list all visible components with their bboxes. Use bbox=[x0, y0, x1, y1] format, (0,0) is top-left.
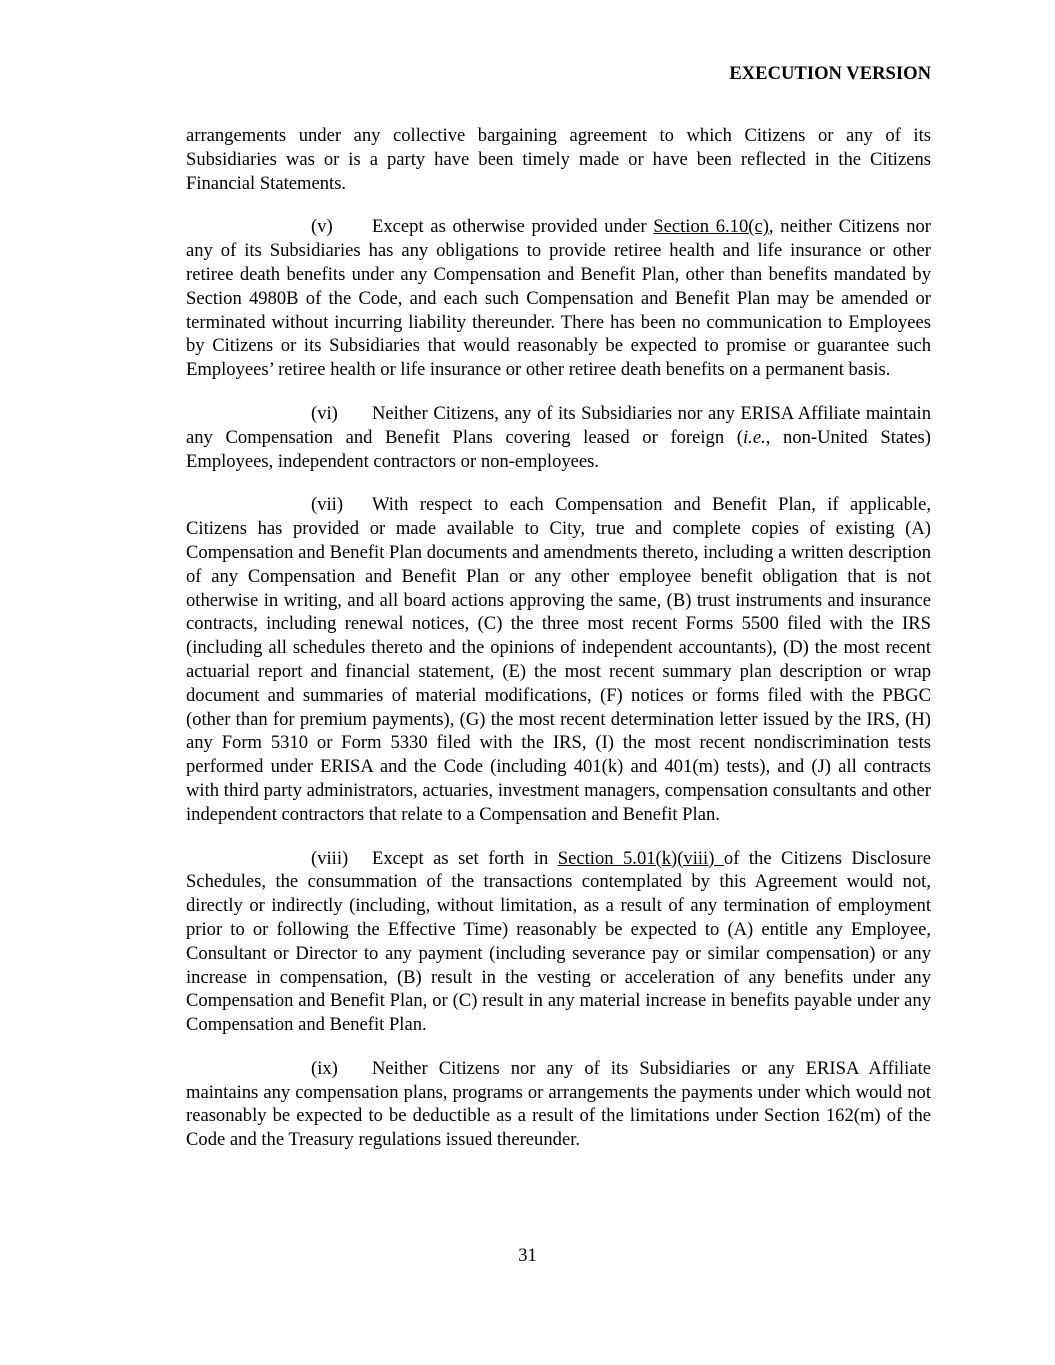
italic-term: i.e. bbox=[743, 426, 766, 448]
execution-version-header: EXECUTION VERSION bbox=[729, 63, 931, 84]
paragraph-viii bbox=[186, 847, 931, 1037]
paragraph-text: , non-United States) Employees, independent contractors or non-employees. bbox=[186, 426, 931, 472]
paragraph-text: Except as otherwise provided under bbox=[372, 216, 654, 238]
page-number: 31 bbox=[518, 1245, 537, 1266]
paragraph-number: (v) bbox=[311, 216, 333, 238]
paragraph-text: of the Citizens Disclosure Schedules, the consummation of the transactions contemplated by this Agreement would not, directly or indirectly (including, without limitation, as a result of any termination of employment prior to or following the Effective Time) reasonably be expected to (A) entitle any Employee, Consultant or Director to any payment (including severance pay or similar compensation) or any increase in compensation, (B) result in the vesting or acceleration of any benefits under any Compensation and Benefit Plan, or (C) result in any material increase in benefits payable under any Compensation and Benefit Plan. bbox=[186, 847, 931, 1036]
paragraph-number: (vi) bbox=[311, 402, 338, 424]
paragraph-text: Neither Citizens nor any of its Subsidiaries or any ERISA Affiliate maintains any compensation plans, programs or arrangements the payments under which would not reasonably be expected to be deductible as a result of the limitations under Section 162(m) of the Code and the Treasury regulations issued thereunder. bbox=[186, 1057, 931, 1151]
paragraph-vi bbox=[186, 402, 931, 473]
paragraph-number: (ix) bbox=[311, 1057, 338, 1079]
paragraph-text: , neither Citizens nor any of its Subsidiaries has any obligations to provide retiree health and life insurance or other retiree death benefits under any Compensation and Benefit Plan, other than benefits mandated by Section 4980B of the Code, and each such Compensation and Benefit Plan may be amended or terminated without incurring liability thereunder. There has been no communication to Employees by Citizens or its Subsidiaries that would reasonably be expected to promise or guarantee such Employees’ retiree health or life insurance or other retiree death benefits on a permanent basis. bbox=[186, 216, 931, 381]
paragraph-number: (viii) bbox=[311, 847, 349, 869]
paragraph-v bbox=[186, 215, 931, 382]
document-body bbox=[186, 124, 931, 1172]
paragraph-text: With respect to each Compensation and Benefit Plan, if applicable, Citizens has provided or made available to City, true and complete copies of existing (A) Compensation and Benefit Plan documents and amendments thereto, including a written description of any Compensation and Benefit Plan or any other employee benefit obligation that is not otherwise in writing, and all board actions approving the same, (B) trust instruments and insurance contracts, including renewal notices, (C) the three most recent Forms 5500 filed with the IRS (including all schedules thereto and the opinions of independent accountants), (D) the most recent actuarial report and financial statement, (E) the most recent summary plan description or wrap document and summaries of material modifications, (F) notices or forms filed with the PBGC (other than for premium payments), (G) the most recent determination letter issued by the IRS, (H) any Form 5310 or Form 5330 filed with the IRS, (I) the most recent nondiscrimination tests performed under ERISA and the Code (including 401(k) and 401(m) tests), and (J) all contracts with third party administrators, actuaries, investment managers, compensation consultants and other independent contractors that relate to a Compensation and Benefit Plan. bbox=[186, 494, 931, 825]
section-reference: Section 6.10(c) bbox=[653, 216, 769, 238]
paragraph-text: arrangements under any collective bargaining agreement to which Citizens or any of its Subsidiaries was or is a party have been timely made or have been reflected in the Citizens Financial Statements. bbox=[186, 125, 931, 194]
paragraph-continuation bbox=[186, 124, 931, 195]
paragraph-text: Neither Citizens, any of its Subsidiaries nor any ERISA Affiliate maintain any Compensation and Benefit Plans covering leased or foreign ( bbox=[186, 402, 931, 448]
paragraph-vii bbox=[186, 493, 931, 826]
paragraph-number: (vii) bbox=[311, 494, 344, 516]
section-reference: Section 5.01(k)(viii) bbox=[557, 847, 724, 869]
paragraph-ix bbox=[186, 1057, 931, 1152]
paragraph-text: Except as set forth in bbox=[372, 847, 558, 869]
